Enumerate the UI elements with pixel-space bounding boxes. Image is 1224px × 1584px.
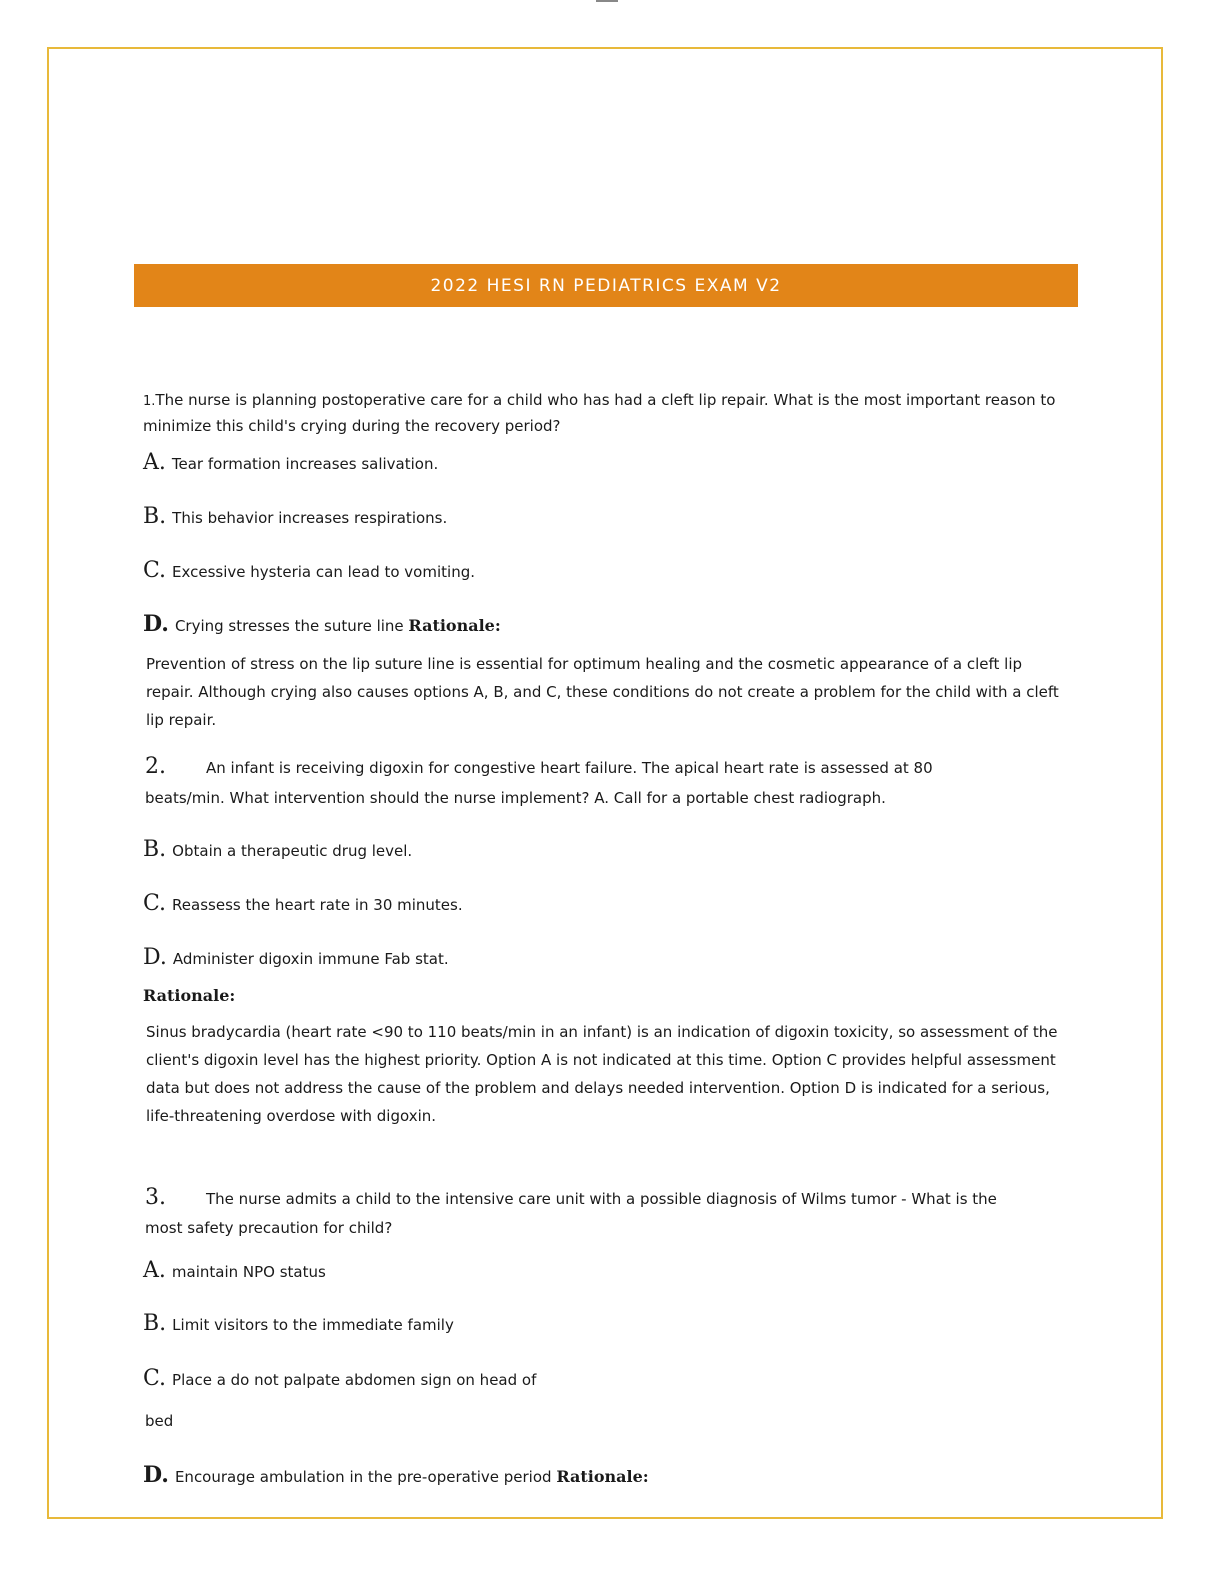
question-2-stem-line2: beats/min. What intervention should the nurse implement? A. Call for a portable chest radiograph. bbox=[145, 789, 886, 807]
question-3-option-c-wrap: bed bbox=[145, 1412, 174, 1430]
question-3-option-d bbox=[143, 1462, 649, 1488]
question-3-number: 3. bbox=[145, 1185, 166, 1210]
option-letter: D. bbox=[143, 945, 167, 970]
question-1-number: 1. bbox=[143, 394, 156, 409]
question-2-rationale: Sinus bradycardia (heart rate <90 to 110 beats/min in an infant) is an indication of digoxin toxicity, so assessment of the client's digoxin level has the highest priority. Option A is not indicated at this time. Option C provides helpful assessment data but does not address the cause of the problem and delays needed intervention. Option D is indicated for a serious, life-threatening overdose with digoxin. bbox=[146, 1023, 1058, 1125]
option-text: Excessive hysteria can lead to vomiting. bbox=[172, 563, 475, 581]
question-3-text-line1: The nurse admits a child to the intensive care unit with a possible diagnosis of Wilms tumor - What is the bbox=[206, 1190, 997, 1208]
question-2-option-d bbox=[143, 945, 449, 970]
question-2-option-b bbox=[143, 837, 412, 862]
question-3-stem-line2: most safety precaution for child? bbox=[145, 1219, 393, 1237]
option-letter: D. bbox=[143, 611, 169, 637]
question-1-option-a bbox=[143, 450, 438, 475]
question-2-rationale-label: Rationale: bbox=[143, 986, 236, 1005]
option-letter: B. bbox=[143, 504, 167, 529]
question-3-stem bbox=[145, 1186, 1075, 1211]
question-1-option-c bbox=[143, 558, 475, 583]
option-letter: A. bbox=[143, 450, 166, 475]
question-3-option-b bbox=[143, 1311, 454, 1336]
option-letter: C. bbox=[143, 891, 167, 916]
option-text: Encourage ambulation in the pre-operative period bbox=[174, 1468, 552, 1486]
option-text: Crying stresses the suture line bbox=[174, 617, 404, 635]
question-1-option-d bbox=[143, 611, 501, 637]
option-text: Limit visitors to the immediate family bbox=[172, 1316, 454, 1334]
question-1-stem bbox=[143, 388, 1073, 438]
question-3-option-c bbox=[143, 1366, 536, 1391]
option-text: Place a do not palpate abdomen sign on head of bbox=[172, 1371, 537, 1389]
option-text: Reassess the heart rate in 30 minutes. bbox=[172, 896, 463, 914]
question-2-text-line1: An infant is receiving digoxin for congestive heart failure. The apical heart rate is assessed at 80 bbox=[206, 759, 933, 777]
question-2-stem bbox=[145, 755, 1075, 780]
rationale-label: Rationale: bbox=[556, 1467, 649, 1486]
option-letter: C. bbox=[143, 1366, 167, 1391]
option-text: Administer digoxin immune Fab stat. bbox=[172, 950, 449, 968]
document-title: 2022 HESI RN PEDIATRICS EXAM V2 bbox=[430, 275, 782, 296]
option-letter: D. bbox=[143, 1462, 169, 1488]
option-letter: C. bbox=[143, 558, 167, 583]
option-text: Obtain a therapeutic drug level. bbox=[172, 842, 413, 860]
option-letter: A. bbox=[143, 1258, 166, 1283]
question-1-option-b bbox=[143, 504, 447, 529]
option-letter: B. bbox=[143, 1311, 167, 1336]
question-1-text: The nurse is planning postoperative care for a child who has had a cleft lip repair. What is the most important reason to minimize this child's crying during the recovery period? bbox=[143, 391, 1056, 435]
option-text: Tear formation increases salivation. bbox=[171, 455, 439, 473]
question-1-rationale: Prevention of stress on the lip suture line is essential for optimum healing and the cosmetic appearance of a cleft lip repair. Although crying also causes options A, B, and C, these conditions do not create a problem for the child with a cleft lip repair. bbox=[146, 655, 1059, 729]
question-2-number: 2. bbox=[145, 754, 166, 779]
option-text: This behavior increases respirations. bbox=[172, 509, 448, 527]
option-text: maintain NPO status bbox=[171, 1263, 326, 1281]
question-2-option-c bbox=[143, 891, 463, 916]
question-3-option-a bbox=[143, 1258, 326, 1283]
rationale-label: Rationale: bbox=[408, 616, 501, 635]
option-letter: B. bbox=[143, 837, 167, 862]
